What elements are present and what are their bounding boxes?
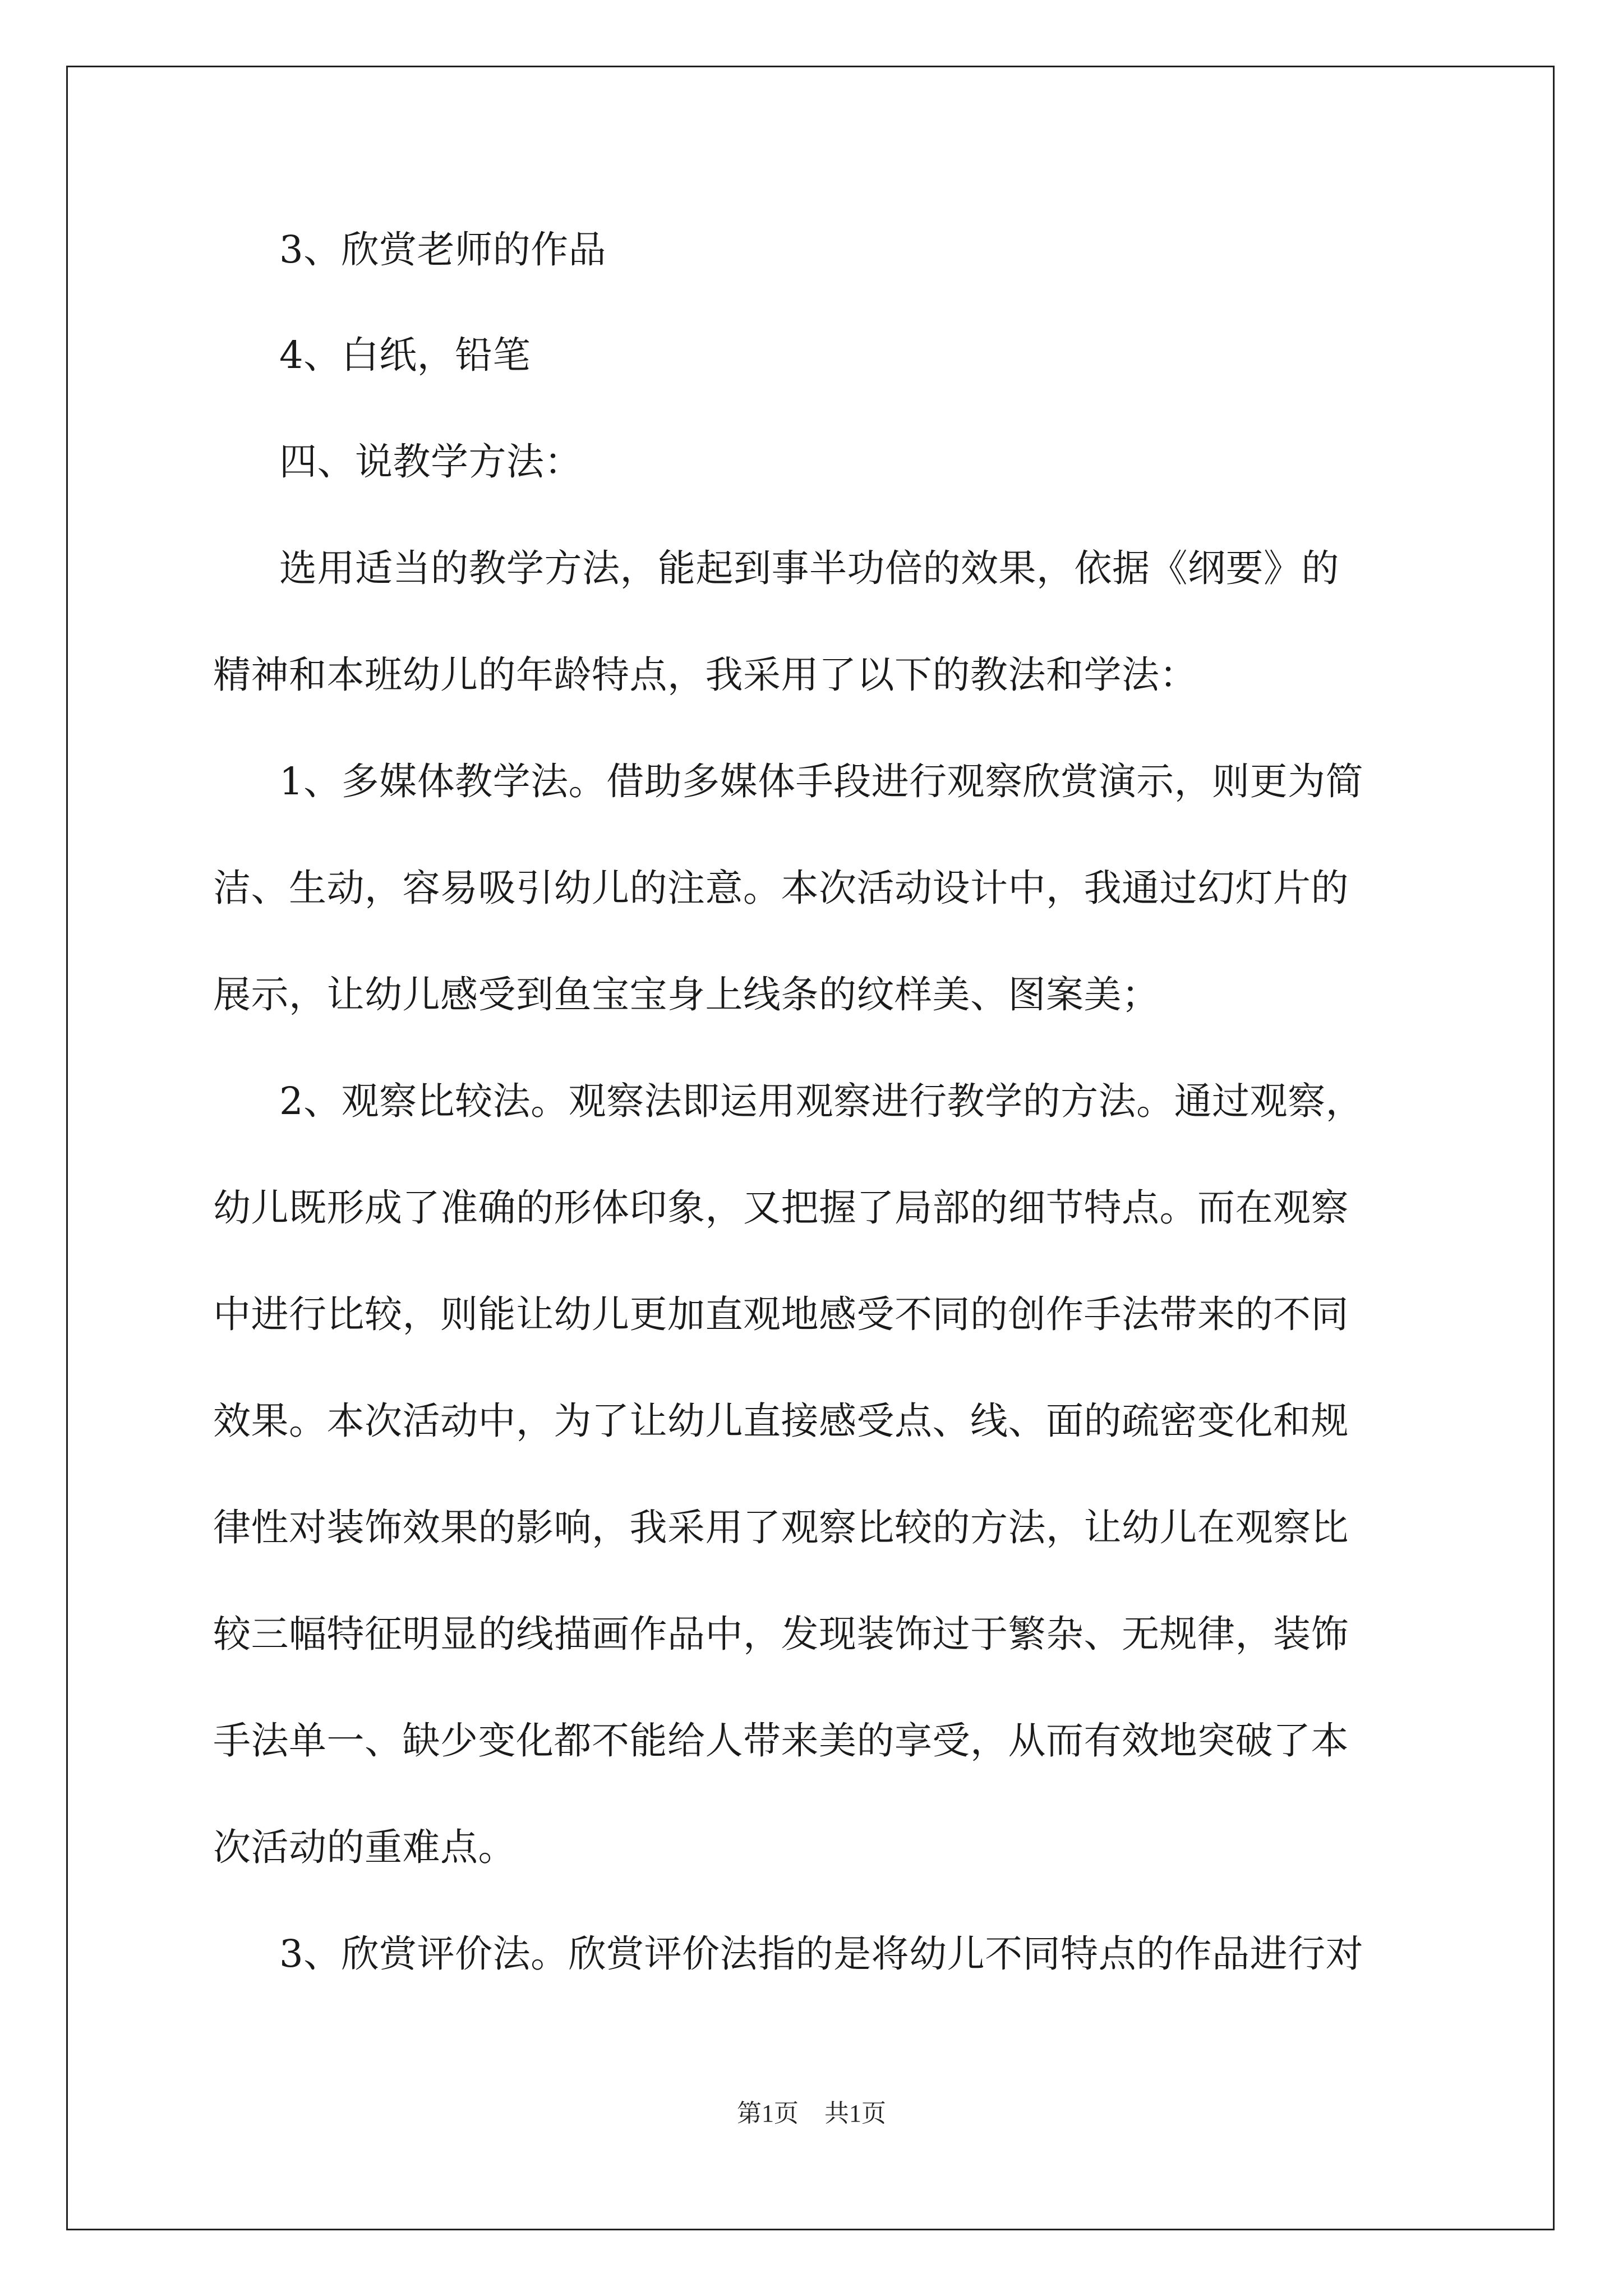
text-line: 较三幅特征明显的线描画作品中，发现装饰过于繁杂、无规律，装饰 — [213, 1612, 1349, 1656]
page-footer — [0, 2097, 1623, 2131]
text-line: 选用适当的教学方法，能起到事半功倍的效果，依据《纲要》的 — [279, 546, 1339, 590]
text-line: 律性对装饰效果的影响，我采用了观察比较的方法，让幼儿在观察比 — [213, 1506, 1349, 1549]
text-line: 洁、生动，容易吸引幼儿的注意。本次活动设计中，我通过幻灯片的 — [213, 866, 1349, 910]
text-line: 次活动的重难点。 — [213, 1825, 516, 1869]
text-line: 2、观察比较法。观察法即运用观察进行教学的方法。通过观察， — [279, 1079, 1364, 1123]
page-border — [66, 66, 1555, 2230]
page-number: 第1页 — [737, 2100, 799, 2127]
page-total: 共1页 — [824, 2100, 886, 2127]
text-line: 1、多媒体教学法。借助多媒体手段进行观察欣赏演示，则更为简 — [279, 760, 1364, 803]
text-line: 3、欣赏老师的作品 — [279, 228, 607, 272]
text-line: 效果。本次活动中，为了让幼儿直接感受点、线、面的疏密变化和规 — [213, 1399, 1349, 1443]
text-line: 3、欣赏评价法。欣赏评价法指的是将幼儿不同特点的作品进行对 — [279, 1932, 1364, 1976]
text-line: 精神和本班幼儿的年龄特点，我采用了以下的教法和学法： — [213, 653, 1197, 697]
text-line: 展示，让幼儿感受到鱼宝宝身上线条的纹样美、图案美； — [213, 973, 1160, 1016]
text-line: 手法单一、缺少变化都不能给人带来美的享受，从而有效地突破了本 — [213, 1719, 1349, 1763]
text-line: 幼儿既形成了准确的形体印象，又把握了局部的细节特点。而在观察 — [213, 1186, 1349, 1230]
text-line: 四、说教学方法： — [279, 440, 582, 484]
text-line: 4、白纸，铅笔 — [279, 333, 531, 377]
text-line: 中进行比较，则能让幼儿更加直观地感受不同的创作手法带来的不同 — [213, 1292, 1349, 1336]
